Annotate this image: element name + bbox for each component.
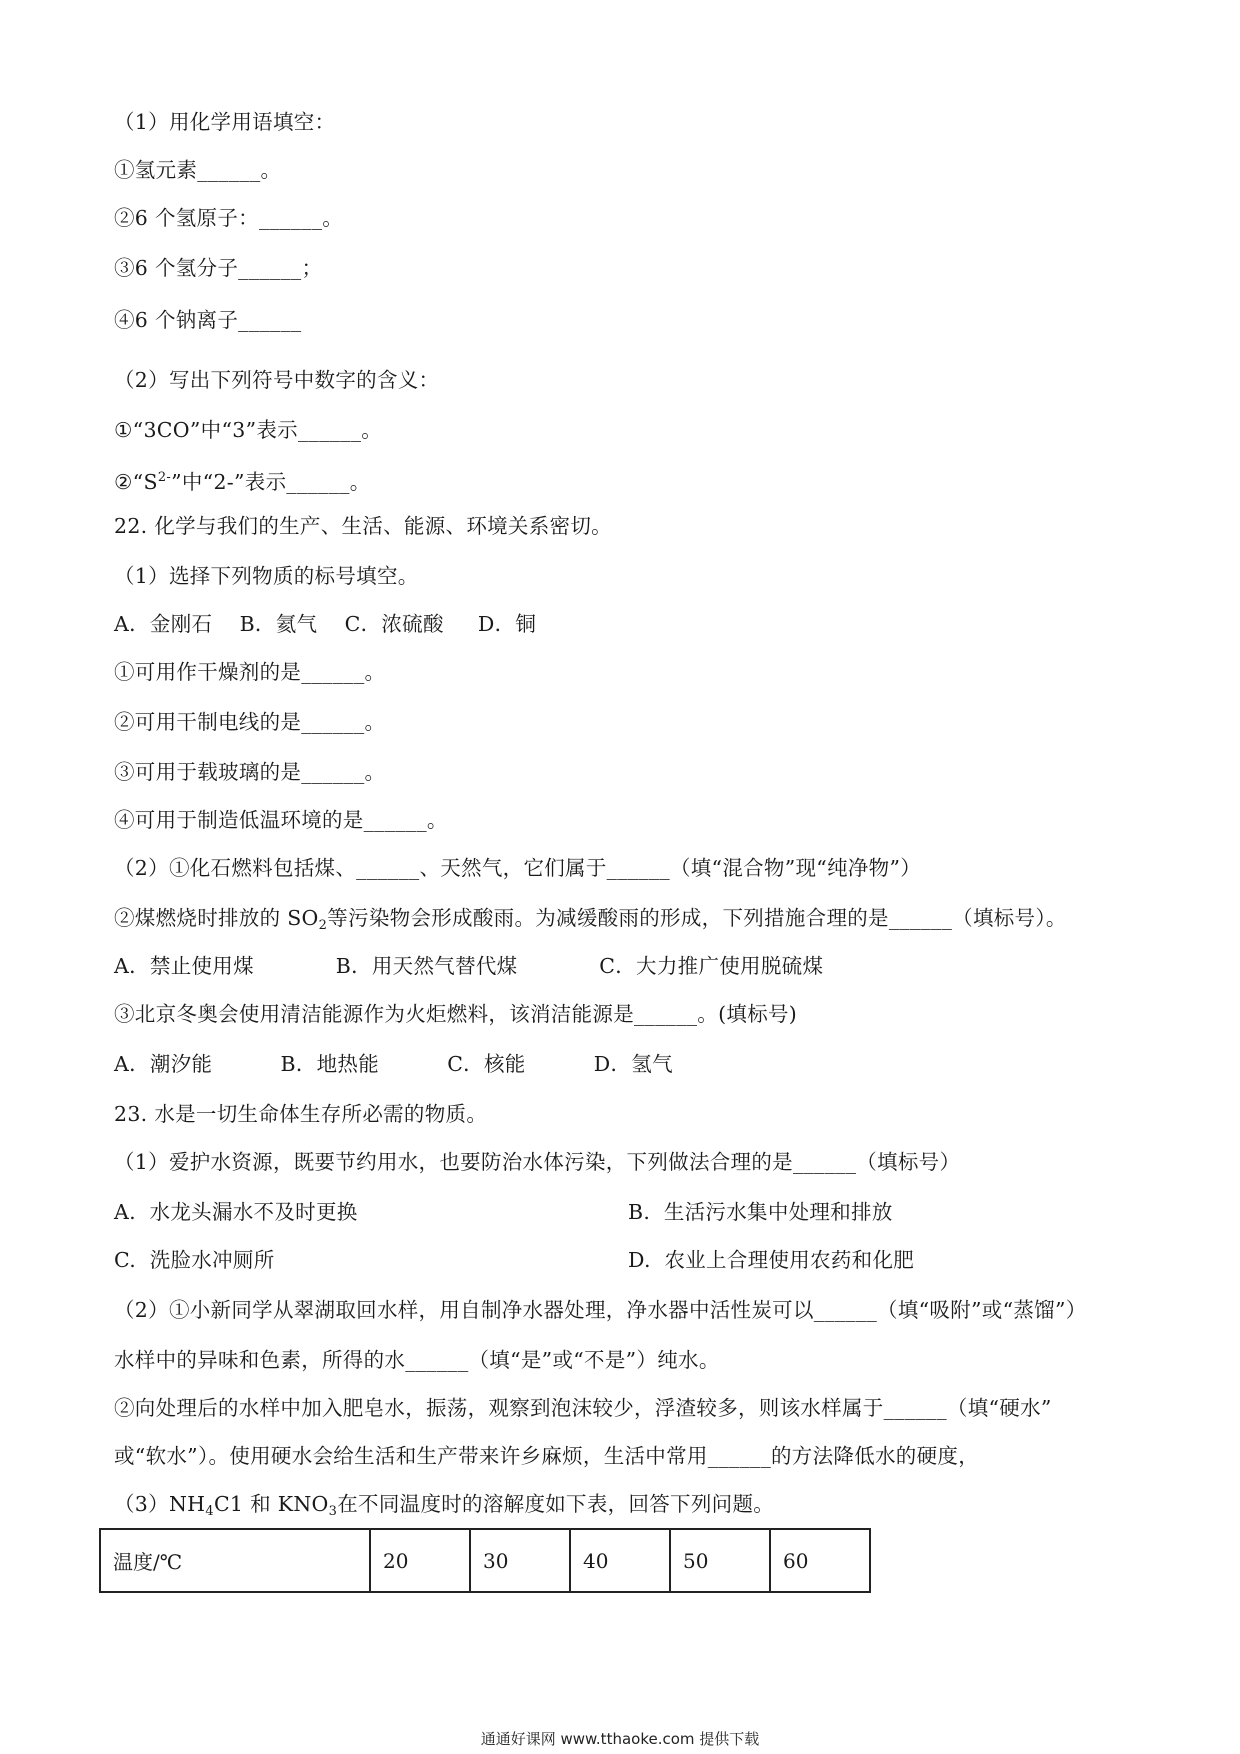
table-row [100,1529,870,1592]
line-27: ②向处理后的水样中加入肥皂水，振荡，观察到泡沫较少，浮渣较多，则该水样属于______（填“硬水” [114,1396,1052,1420]
line-3: ②6 个氢原子：______。 [114,206,344,230]
page-footer: 通通好课网 www.tthaoke.com 提供下载 [480,1730,760,1748]
line-12: ①可用作干燥剂的是______。 [114,660,386,684]
question-22-title: 22. 化学与我们的生产、生活、能源、环境关系密切。 [114,514,612,538]
line-14: ③可用于载玻璃的是______。 [114,760,386,784]
table-header-cell: 温度/℃ [100,1529,370,1592]
line-22: （1）爱护水资源，既要节约用水，也要防治水体污染，下列做法合理的是______（填标号） [114,1150,961,1174]
question-23-title: 23. 水是一切生命体生存所必需的物质。 [114,1102,488,1126]
line-29-b: C1 和 KNO [213,1492,329,1516]
option-23-d: D. 农业上合理使用农药和化肥 [628,1248,915,1272]
line-7: ①“3CO”中“3”表示______。 [114,418,383,442]
option-23-a: A. 水龙头漏水不及时更换 [114,1200,358,1224]
line-17-b: 等污染物会形成酸雨。为减缓酸雨的形成，下列措施合理的是______（填标号）。 [327,906,1067,930]
table-cell: 60 [770,1529,870,1592]
line-4: ③6 个氢分子______； [114,256,323,280]
line-17 [114,904,1067,940]
line-8-sup: 2- [157,470,172,485]
line-29-c: 在不同温度时的溶解度如下表，回答下列问题。 [337,1492,775,1516]
line-17-sub: 2 [318,918,328,933]
line-10: （1）选择下列物质的标号填空。 [114,564,419,588]
line-16: （2）①化石燃料包括煤、______、天然气，它们属于______（填“混合物”现“纯净物”） [114,856,922,880]
line-8-b: ”中“2-”表示______。 [171,470,371,494]
line-17-a: ②煤燃烧时排放的 SO [114,906,319,930]
options-22-3: A．潮汐能 B．地热能 C．核能 D．氢气 [114,1052,673,1076]
line-29-a: （3）NH [114,1492,206,1516]
solubility-table [99,1528,871,1593]
table-cell: 20 [370,1529,470,1592]
line-6: （2）写出下列符号中数字的含义： [114,368,440,392]
line-2: ①氢元素______。 [114,158,282,182]
line-29-sub1: 4 [205,1504,214,1519]
line-1: （1）用化学用语填空： [114,110,336,134]
line-25: （2）①小新同学从翠湖取回水样，用自制净水器处理，净水器中活性炭可以______（填“吸附”或“蒸馏”） [114,1298,1087,1322]
option-23-c: C. 洗脸水冲厕所 [114,1248,275,1272]
line-8-a: ②“S [114,470,158,494]
line-29 [114,1490,774,1526]
option-23-b: B. 生活污水集中处理和排放 [628,1200,893,1224]
line-8 [114,464,371,496]
line-15: ④可用于制造低温环境的是______。 [114,808,448,832]
line-13: ②可用干制电线的是______。 [114,710,386,734]
table-cell: 40 [570,1529,670,1592]
line-26: 水样中的异味和色素，所得的水______（填“是”或“不是”）纯水。 [114,1348,720,1372]
options-22-2: A．禁止使用煤 B．用天然气替代煤 C．大力推广使用脱硫煤 [114,954,824,978]
line-29-sub2: 3 [328,1504,338,1519]
line-28: 或“软水”）。使用硬水会给生活和生产带来许乡麻烦，生活中常用______的方法降低水的硬度， [114,1444,980,1468]
table-cell: 50 [670,1529,770,1592]
table-cell: 30 [470,1529,570,1592]
options-22-1: A．金刚石 B．氦气 C．浓硫酸 D．铜 [114,612,537,636]
line-19: ③北京冬奥会使用清洁能源作为火炬燃料，该消洁能源是______。(填标号) [114,1002,798,1026]
line-5: ④6 个钠离子______ [114,308,302,332]
